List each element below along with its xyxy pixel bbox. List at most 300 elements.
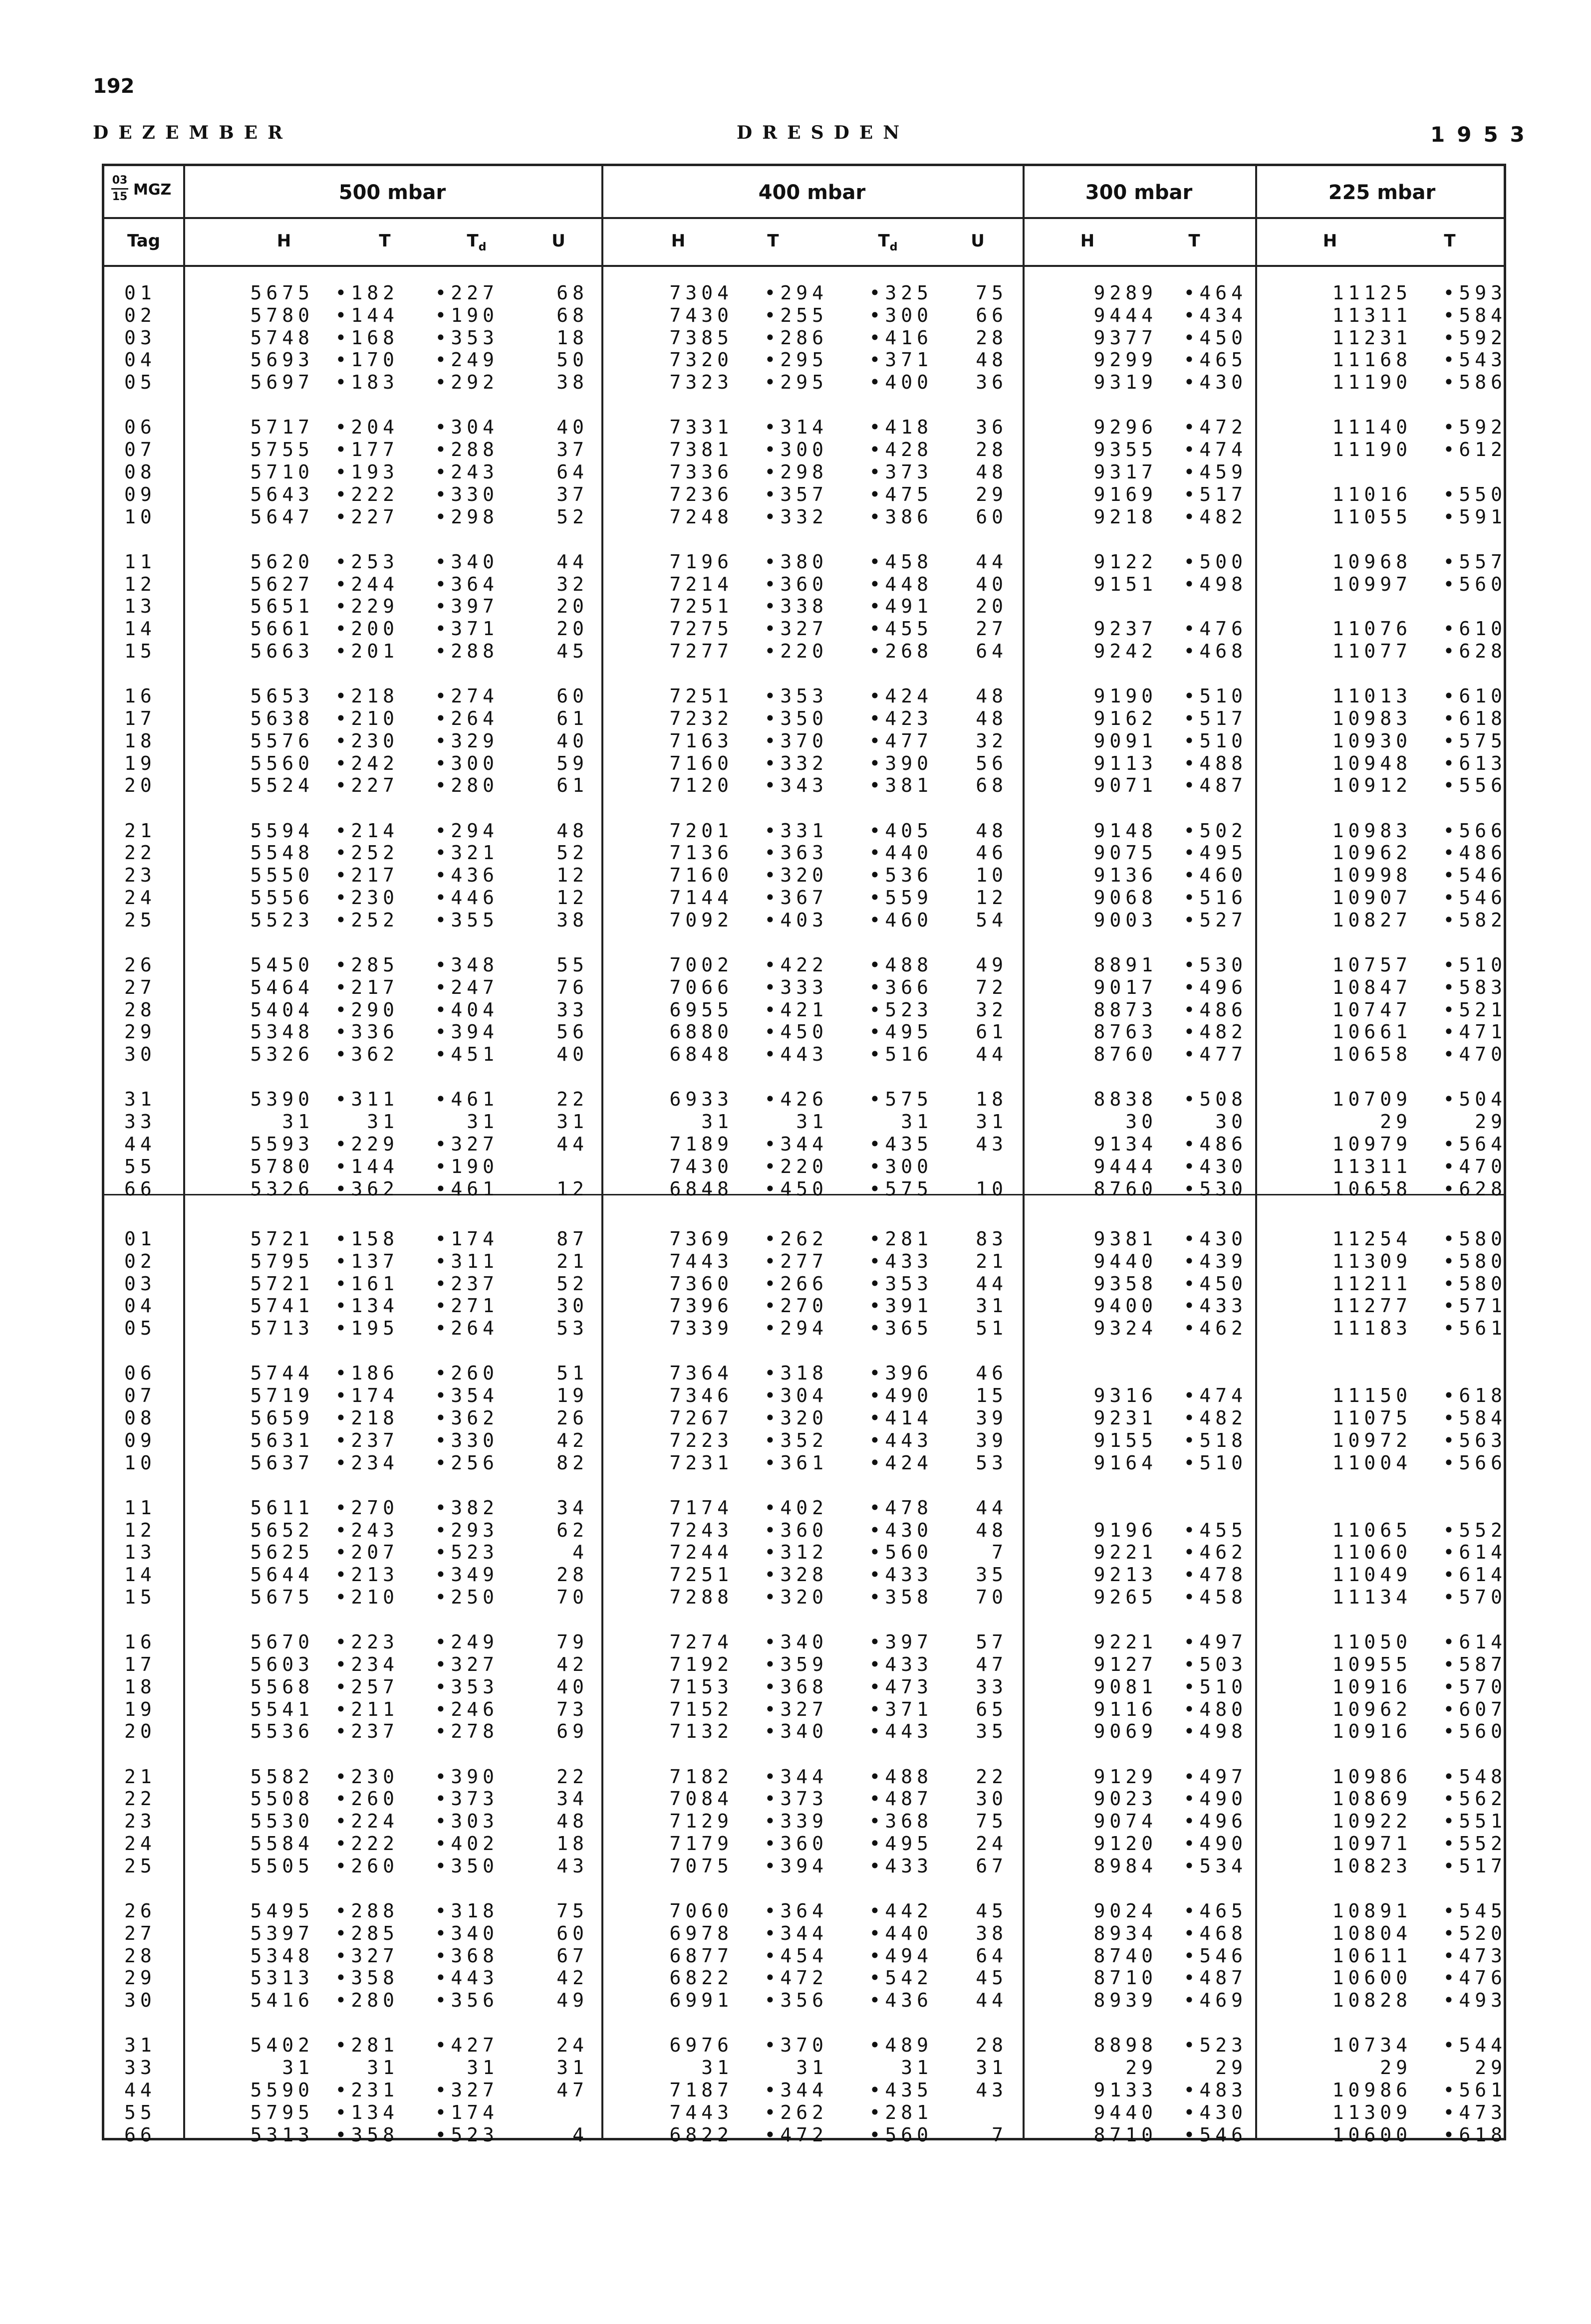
cell-u-400: 61 [976,1021,1008,1043]
cell-t-300: •472 [1183,416,1247,438]
cell-t-400: •360 [764,1519,828,1541]
cell-h-225: 29 [1380,1111,1412,1133]
cell-t-225: •545 [1443,1900,1507,1922]
col-header-td-500: $T_d$ [467,231,487,253]
cell-tag: 21 [124,1766,156,1788]
cell-h-400: 7187 [669,2079,733,2101]
cell-t-225: •587 [1443,1653,1507,1675]
cell-t-300: •497 [1183,1631,1247,1653]
cell-td-500: •356 [435,1989,499,2011]
cell-u-500: 62 [556,1519,588,1541]
cell-td-500: •373 [435,1788,499,1810]
cell-h-225: 11004 [1332,1452,1412,1474]
header-month: DEZEMBER [93,122,293,143]
cell-u-500: 60 [556,1922,588,1944]
cell-h-225: 11140 [1332,416,1412,438]
cell-t-400: •363 [764,842,828,864]
cell-t-400: •262 [764,2101,828,2123]
cell-u-500: 79 [556,1631,588,1653]
cell-t-300: •510 [1183,730,1247,752]
cell-h-400: 7339 [669,1317,733,1339]
cell-td-400: •455 [869,618,933,640]
cell-td-500: •461 [435,1088,499,1110]
cell-t-400: •373 [764,1788,828,1810]
cell-h-500: 5348 [250,1945,314,1967]
cell-td-500: •227 [435,282,499,304]
cell-u-500: 33 [556,999,588,1021]
cell-t-400: •426 [764,1088,828,1110]
cell-td-500: •402 [435,1833,499,1855]
cell-tag: 18 [124,1676,156,1698]
cell-td-400: •560 [869,1541,933,1563]
cell-h-225: 11013 [1332,685,1412,707]
cell-tag: 33 [124,2057,156,2079]
cell-h-500: 5416 [250,1989,314,2011]
cell-t-225: •520 [1443,1922,1507,1944]
cell-u-400: 39 [976,1407,1008,1429]
cell-td-500: •523 [435,2124,499,2146]
cell-h-225: 10986 [1332,1766,1412,1788]
cell-td-500: •523 [435,1541,499,1563]
cell-u-400: 64 [976,640,1008,662]
cell-t-500: •243 [335,1519,399,1541]
cell-h-225: 10658 [1332,1043,1412,1065]
cell-h-400: 7196 [669,551,733,573]
cell-u-400: 32 [976,730,1008,752]
cell-t-500: •244 [335,573,399,595]
cell-td-500: •354 [435,1385,499,1406]
cell-h-400: 7075 [669,1855,733,1877]
cell-tag: 66 [124,1178,156,1200]
cell-u-500: 42 [556,1429,588,1451]
cell-t-225: •610 [1443,685,1507,707]
cell-t-300: •459 [1183,461,1247,483]
cell-t-300: •430 [1183,2101,1247,2123]
cell-t-300: •486 [1183,1133,1247,1155]
cell-t-225: •618 [1443,707,1507,729]
cell-h-300: 9265 [1093,1586,1157,1608]
cell-t-300: •474 [1183,1385,1247,1406]
cell-t-500: •234 [335,1452,399,1474]
cell-t-400: •360 [764,573,828,595]
cell-h-300: 9299 [1093,349,1157,371]
cell-h-500: 5594 [250,820,314,842]
cell-td-400: •358 [869,1586,933,1608]
cell-td-400: •365 [869,1317,933,1339]
cell-h-225: 10658 [1332,1178,1412,1200]
cell-td-500: •350 [435,1855,499,1877]
cell-td-400: •435 [869,1133,933,1155]
cell-t-300: •498 [1183,1720,1247,1742]
cell-t-225: •546 [1443,887,1507,909]
cell-tag: 12 [124,573,156,595]
cell-h-400: 7320 [669,349,733,371]
cell-h-300: 9136 [1093,864,1157,886]
cell-t-225: •521 [1443,999,1507,1021]
cell-u-500: 52 [556,506,588,528]
cell-h-500: 5795 [250,2101,314,2123]
cell-h-500: 5710 [250,461,314,483]
cell-h-400: 7236 [669,483,733,505]
cell-h-400: 7129 [669,1810,733,1832]
cell-h-225: 10600 [1332,1967,1412,1989]
cell-t-500: •182 [335,282,399,304]
cell-t-300: •430 [1183,1156,1247,1177]
cell-t-225: •612 [1443,439,1507,461]
cell-h-500: 5638 [250,707,314,729]
cell-t-400: •320 [764,864,828,886]
cell-h-400: 6955 [669,999,733,1021]
cell-tag: 31 [124,1088,156,1110]
cell-h-400: 7153 [669,1676,733,1698]
col-header-t-225: T [1444,231,1456,251]
cell-u-400: 56 [976,752,1008,774]
cell-u-400: 43 [976,2079,1008,2101]
cell-tag: 16 [124,685,156,707]
cell-u-500: 4 [572,2124,588,2146]
cell-h-400: 7346 [669,1385,733,1406]
cell-h-300: 9221 [1093,1541,1157,1563]
cell-tag: 22 [124,842,156,864]
cell-h-225: 10930 [1332,730,1412,752]
cell-h-300: 9091 [1093,730,1157,752]
cell-h-300: 9122 [1093,551,1157,573]
cell-h-400: 7192 [669,1653,733,1675]
cell-t-225: •592 [1443,327,1507,349]
cell-u-500: 48 [556,820,588,842]
cell-tag: 23 [124,1810,156,1832]
cell-td-400: •495 [869,1021,933,1043]
cell-td-400: •559 [869,887,933,909]
cell-tag: 25 [124,1855,156,1877]
cell-tag: 30 [124,1043,156,1065]
cell-t-225: •510 [1443,954,1507,976]
cell-t-500: •231 [335,2079,399,2101]
cell-u-400: 28 [976,2034,1008,2056]
cell-u-500: 24 [556,2034,588,2056]
cell-t-225: •564 [1443,1133,1507,1155]
cell-h-400: 7267 [669,1407,733,1429]
cell-h-400: 7084 [669,1788,733,1810]
cell-t-225: •580 [1443,1228,1507,1250]
cell-h-500: 5590 [250,2079,314,2101]
cell-td-500: •278 [435,1720,499,1742]
cell-t-400: •295 [764,371,828,393]
cell-h-300: 8760 [1093,1178,1157,1200]
cell-t-500: •270 [335,1497,399,1519]
cell-t-225: •584 [1443,1407,1507,1429]
cell-t-225: •614 [1443,1631,1507,1653]
cell-t-500: •285 [335,954,399,976]
cell-td-500: •190 [435,304,499,326]
cell-t-400: •344 [764,1133,828,1155]
cell-t-400: •368 [764,1676,828,1698]
cell-h-500: 5582 [250,1766,314,1788]
cell-h-500: 5326 [250,1043,314,1065]
cell-tag: 55 [124,2101,156,2123]
cell-t-225: •557 [1443,551,1507,573]
cell-td-400: •489 [869,2034,933,2056]
cell-h-300: 8873 [1093,999,1157,1021]
cell-t-400: •328 [764,1564,828,1586]
cell-t-225: •561 [1443,1317,1507,1339]
cell-tag: 33 [124,1111,156,1133]
cell-t-500: •280 [335,1989,399,2011]
cell-u-400: 20 [976,595,1008,617]
cell-t-300: •465 [1183,1900,1247,1922]
cell-t-225: •586 [1443,371,1507,393]
cell-td-500: •247 [435,976,499,998]
cell-td-500: •327 [435,2079,499,2101]
cell-h-500: 5530 [250,1810,314,1832]
cell-h-400: 6880 [669,1021,733,1043]
cell-t-225: •563 [1443,1429,1507,1451]
cell-t-300: •482 [1183,1021,1247,1043]
cell-td-400: •371 [869,1698,933,1720]
cell-td-400: •458 [869,551,933,573]
cell-u-500: 18 [556,1833,588,1855]
cell-t-300: •546 [1183,1945,1247,1967]
cell-td-500: •260 [435,1362,499,1384]
cell-u-500: 43 [556,1855,588,1877]
cell-h-500: 5653 [250,685,314,707]
cell-h-225: 11190 [1332,439,1412,461]
cell-t-225: •618 [1443,1385,1507,1406]
cell-h-500: 5721 [250,1228,314,1250]
cell-td-400: •424 [869,1452,933,1474]
cell-t-400: •295 [764,349,828,371]
cell-h-400: 6877 [669,1945,733,1967]
cell-h-500: 5313 [250,1967,314,1989]
cell-t-225 [1412,1362,1507,1384]
cell-tag: 66 [124,2124,156,2146]
cell-t-500: •210 [335,1586,399,1608]
cell-td-400: •396 [869,1362,933,1384]
cell-u-400: 48 [976,349,1008,371]
cell-u-500: 82 [556,1452,588,1474]
cell-tag: 15 [124,640,156,662]
cell-t-500: 31 [367,1111,399,1133]
cell-td-400: •423 [869,707,933,729]
cell-h-500: 5464 [250,976,314,998]
cell-t-225: •543 [1443,349,1507,371]
col-header-h-500: H [276,231,291,251]
cell-t-225: •593 [1443,282,1507,304]
cell-h-500: 5550 [250,864,314,886]
cell-h-500: 5450 [250,954,314,976]
cell-u-500: 42 [556,1653,588,1675]
cell-h-225: 29 [1380,2057,1412,2079]
cell-h-400: 7443 [669,1250,733,1272]
cell-h-500: 5659 [250,1407,314,1429]
cell-h-400: 7323 [669,371,733,393]
cell-u-400: 48 [976,461,1008,483]
cell-t-500: •257 [335,1676,399,1698]
cell-h-225: 10747 [1332,999,1412,1021]
cell-u-400: 36 [976,416,1008,438]
cell-t-500: •222 [335,1833,399,1855]
cell-t-300: •477 [1183,1043,1247,1065]
cell-tag: 27 [124,1922,156,1944]
cell-h-225: 10828 [1332,1989,1412,2011]
cell-t-300 [1162,1497,1247,1519]
cell-td-500: •249 [435,349,499,371]
cell-h-500: 5576 [250,730,314,752]
cell-t-400: •314 [764,416,828,438]
cell-t-500: •288 [335,1900,399,1922]
cell-td-400: •430 [869,1519,933,1541]
cell-t-500: •223 [335,1631,399,1653]
cell-td-400: •494 [869,1945,933,1967]
cell-t-500: •174 [335,1385,399,1406]
cell-u-400: 44 [976,1273,1008,1295]
cell-t-400: •422 [764,954,828,976]
cell-td-500: •190 [435,1156,499,1177]
cell-u-500: 48 [556,1810,588,1832]
cell-h-300: 9190 [1093,685,1157,707]
cell-h-225: 10983 [1332,820,1412,842]
cell-td-400: •418 [869,416,933,438]
cell-t-400: •277 [764,1250,828,1272]
cell-t-300: •483 [1183,2079,1247,2101]
cell-u-500: 73 [556,1698,588,1720]
day-column-header: Tag [127,231,161,251]
cell-u-400: 18 [976,1088,1008,1110]
cell-td-500: •461 [435,1178,499,1200]
cell-u-400: 35 [976,1720,1008,1742]
cell-td-400: •400 [869,371,933,393]
cell-t-225 [1412,1497,1507,1519]
cell-h-300: 9196 [1093,1519,1157,1541]
cell-t-400: •298 [764,461,828,483]
cell-h-300: 9213 [1093,1564,1157,1586]
cell-h-300: 9081 [1093,1676,1157,1698]
cell-tag: 05 [124,371,156,393]
cell-tag: 26 [124,954,156,976]
cell-t-500: •217 [335,976,399,998]
cell-h-225: 11277 [1332,1295,1412,1317]
cell-h-500: 5402 [250,2034,314,2056]
cell-t-300: •496 [1183,976,1247,998]
cell-t-400: •472 [764,1967,828,1989]
cell-t-500: •237 [335,1720,399,1742]
cell-h-500: 5560 [250,752,314,774]
cell-h-300: 9024 [1093,1900,1157,1922]
cell-u-500: 61 [556,707,588,729]
cell-h-500: 5536 [250,1720,314,1742]
cell-tag: 01 [124,282,156,304]
cell-u-500: 47 [556,2079,588,2101]
cell-u-400: 48 [976,707,1008,729]
cell-h-225 [1267,595,1412,617]
cell-td-400: •448 [869,573,933,595]
cell-h-225: 10962 [1332,842,1412,864]
cell-h-225: 10611 [1332,1945,1412,1967]
cell-h-300: 9120 [1093,1833,1157,1855]
page-number: 192 [93,75,135,98]
cell-u-500: 12 [556,864,588,886]
cell-h-225: 10916 [1332,1720,1412,1742]
cell-h-500: 5627 [250,573,314,595]
cell-h-500: 5644 [250,1564,314,1586]
cell-t-300: •468 [1183,1922,1247,1944]
cell-h-300: 9237 [1093,618,1157,640]
cell-h-400: 7381 [669,439,733,461]
cell-t-225: •504 [1443,1088,1507,1110]
cell-t-300: •497 [1183,1766,1247,1788]
cell-h-225: 10661 [1332,1021,1412,1043]
cell-h-400: 7396 [669,1295,733,1317]
cell-tag: 09 [124,483,156,505]
cell-h-225: 11309 [1332,1250,1412,1272]
cell-u-500 [524,1156,588,1177]
cell-h-225: 10972 [1332,1429,1412,1451]
cell-td-400: •443 [869,1429,933,1451]
cell-h-400: 6978 [669,1922,733,1944]
cell-t-400: •356 [764,1989,828,2011]
cell-t-225: •473 [1443,1945,1507,1967]
cell-h-400: 6848 [669,1043,733,1065]
cell-td-400: •460 [869,909,933,931]
cell-t-300: •527 [1183,909,1247,931]
cell-td-400: •353 [869,1273,933,1295]
cell-t-225: •473 [1443,2101,1507,2123]
cell-h-300: 9074 [1093,1810,1157,1832]
cell-h-400: 7182 [669,1766,733,1788]
cell-u-500: 21 [556,1250,588,1272]
cell-t-500: •177 [335,439,399,461]
cell-u-400: 44 [976,551,1008,573]
cell-h-500: 5524 [250,774,314,796]
cell-td-400: •443 [869,1720,933,1742]
cell-t-500: •144 [335,304,399,326]
cell-h-400: 7179 [669,1833,733,1855]
cell-t-225: •493 [1443,1989,1507,2011]
cell-t-400: •402 [764,1497,828,1519]
cell-u-500: 12 [556,1178,588,1200]
cell-t-500: •170 [335,349,399,371]
cell-t-225: •470 [1443,1043,1507,1065]
cell-tag: 08 [124,461,156,483]
cell-h-225: 10869 [1332,1788,1412,1810]
cell-h-300: 9127 [1093,1653,1157,1675]
cell-h-300: 9164 [1093,1452,1157,1474]
cell-tag: 18 [124,730,156,752]
cell-h-225: 10600 [1332,2124,1412,2146]
cell-t-500: •327 [335,1945,399,1967]
cell-u-500: 67 [556,1945,588,1967]
cell-t-300: •495 [1183,842,1247,864]
cell-td-500: •318 [435,1900,499,1922]
cell-h-400: 6933 [669,1088,733,1110]
cell-u-400: 64 [976,1945,1008,1967]
cell-tag: 01 [124,1228,156,1250]
cell-u-400: 44 [976,1989,1008,2011]
cell-td-400: •473 [869,1676,933,1698]
cell-td-500: •355 [435,909,499,931]
cell-h-300: 9069 [1093,1720,1157,1742]
cell-h-225: 11049 [1332,1564,1412,1586]
cell-h-400: 6976 [669,2034,733,2056]
cell-h-225 [1267,461,1412,483]
cell-h-500: 5348 [250,1021,314,1043]
cell-h-400: 7132 [669,1720,733,1742]
cell-u-500: 19 [556,1385,588,1406]
cell-td-500: •321 [435,842,499,864]
cell-tag: 55 [124,1156,156,1177]
cell-h-500: 5647 [250,506,314,528]
cell-u-500: 42 [556,1967,588,1989]
